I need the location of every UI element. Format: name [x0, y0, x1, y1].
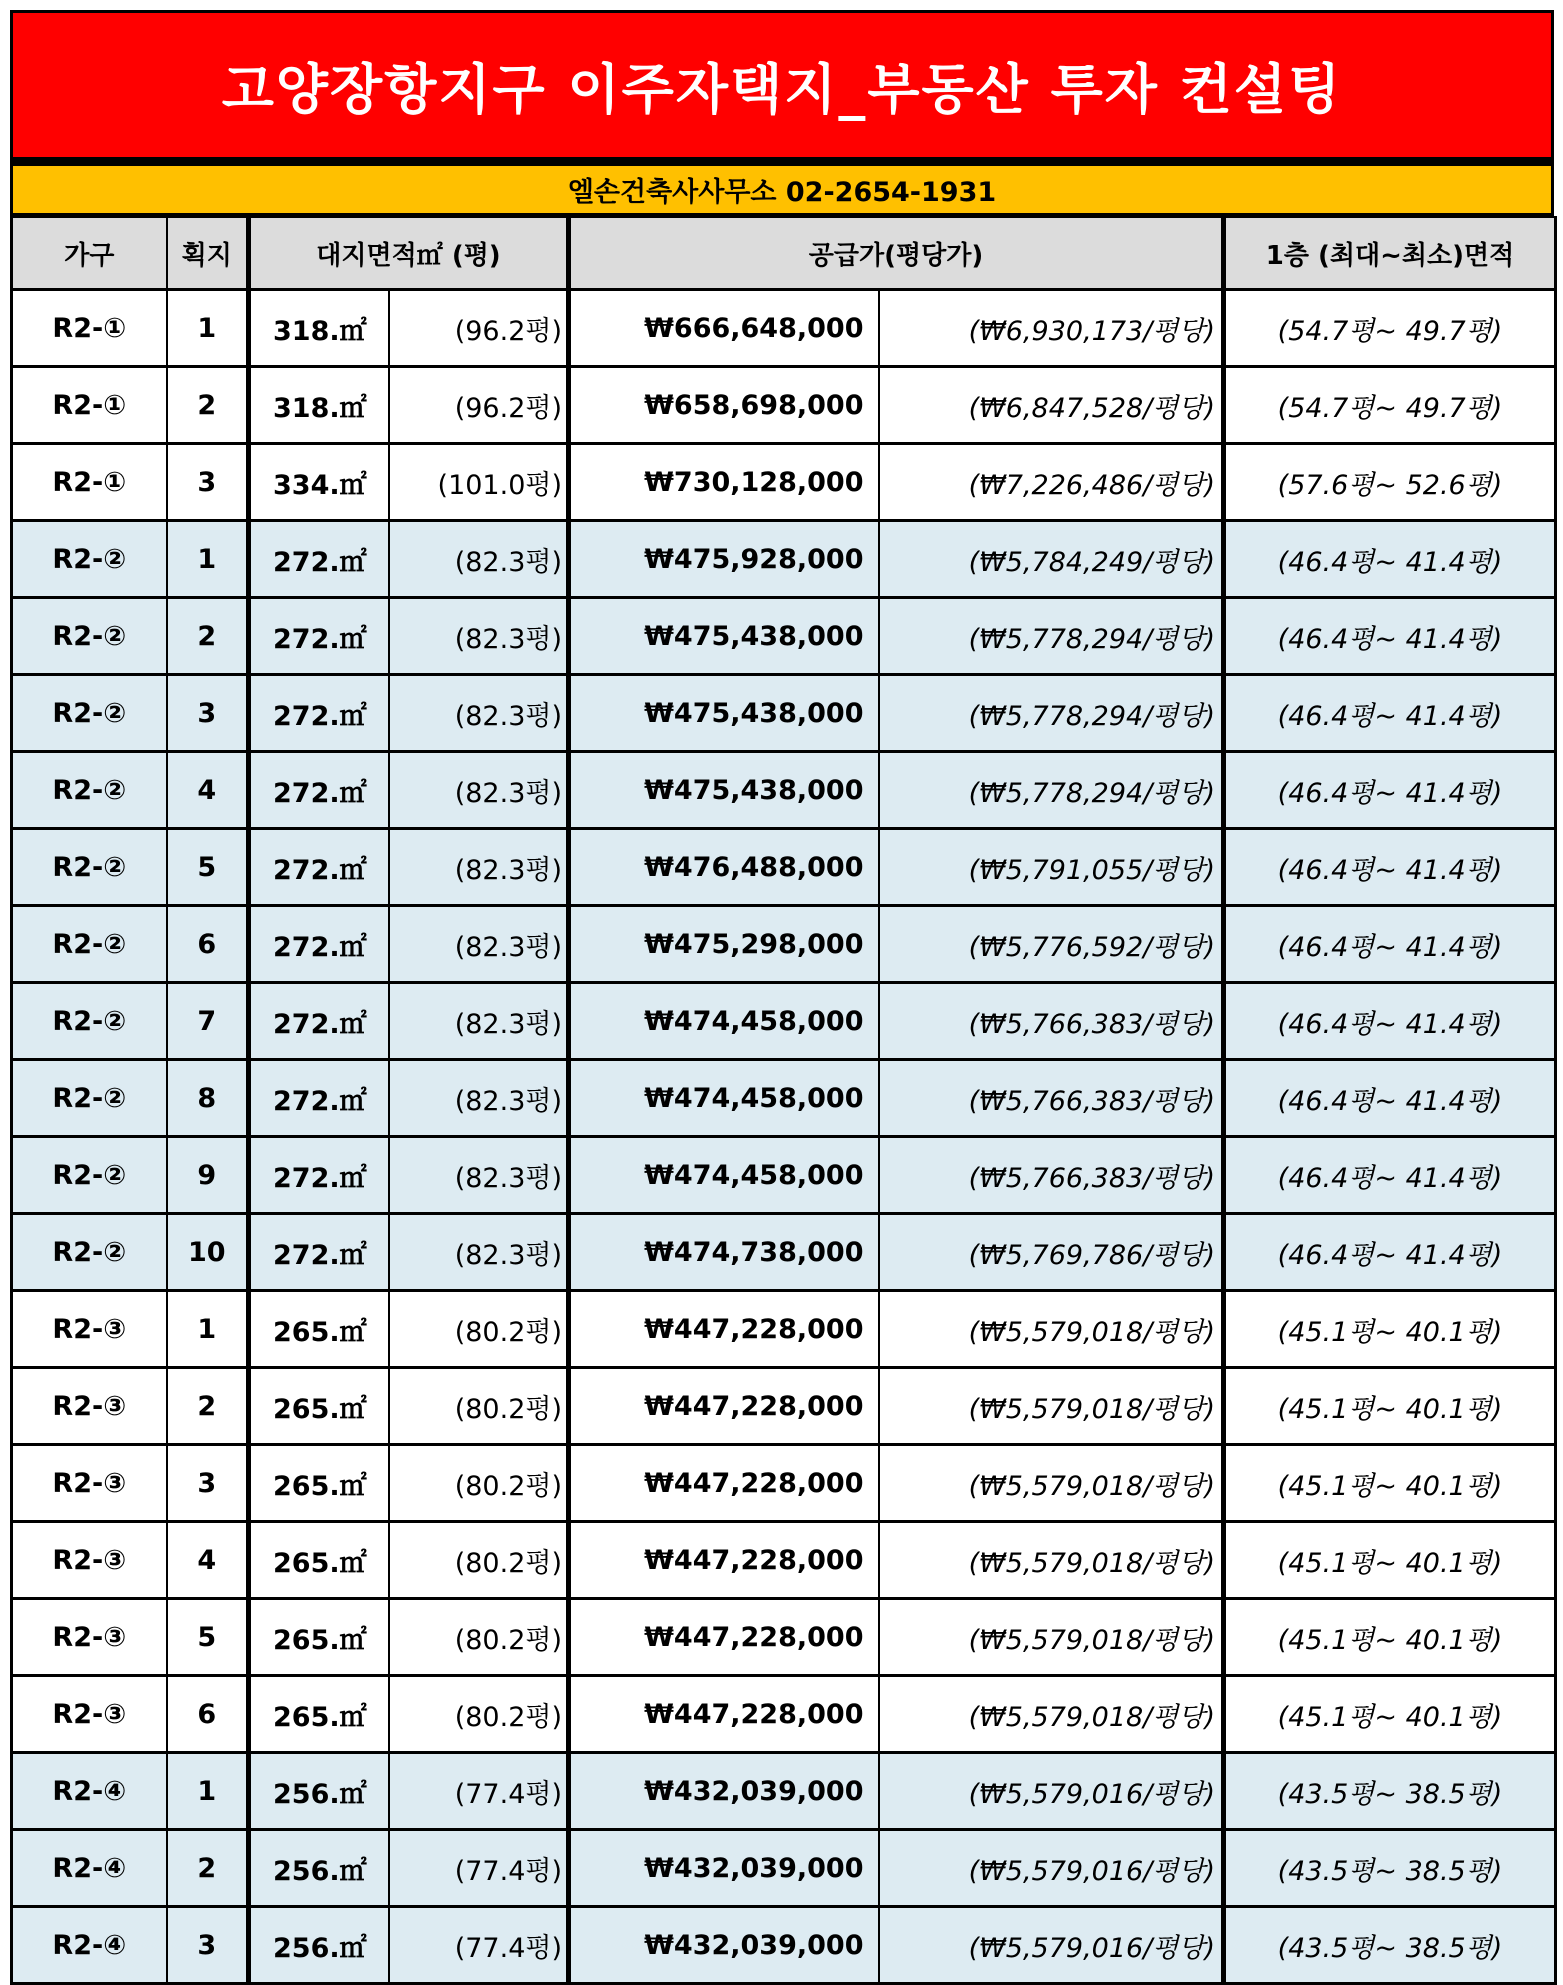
floor-area-cell: (46.4평~ 41.4평) [1224, 1137, 1556, 1214]
price-cell: ₩658,698,000 [569, 367, 879, 444]
floor-area-cell: (45.1평~ 40.1평) [1224, 1522, 1556, 1599]
unit-price-cell: (₩5,766,383/평당) [879, 983, 1224, 1060]
family-cell: R2-③ [12, 1599, 167, 1676]
lot-cell: 6 [167, 906, 249, 983]
price-cell: ₩475,438,000 [569, 675, 879, 752]
price-cell: ₩447,228,000 [569, 1522, 879, 1599]
area-cell: 272.㎡ [249, 1214, 389, 1291]
table-row [12, 444, 1556, 521]
unit-price-cell: (₩5,579,018/평당) [879, 1291, 1224, 1368]
area-cell: 256.㎡ [249, 1830, 389, 1907]
lot-cell: 3 [167, 675, 249, 752]
office-contact: 엘손건축사사무소 02-2654-1931 [567, 177, 997, 208]
floor-area-cell: (46.4평~ 41.4평) [1224, 1214, 1556, 1291]
floor-area-cell: (45.1평~ 40.1평) [1224, 1291, 1556, 1368]
lot-cell: 10 [167, 1214, 249, 1291]
price-cell: ₩475,298,000 [569, 906, 879, 983]
area-cell: 272.㎡ [249, 1137, 389, 1214]
table-body [12, 290, 1556, 1984]
floor-area-cell: (46.4평~ 41.4평) [1224, 521, 1556, 598]
pyeong-cell: (82.3평) [389, 675, 569, 752]
table-row [12, 1137, 1556, 1214]
lot-cell: 8 [167, 1060, 249, 1137]
lot-cell: 7 [167, 983, 249, 1060]
header-lot: 획지 [167, 217, 249, 290]
family-cell: R2-③ [12, 1522, 167, 1599]
lot-cell: 4 [167, 1522, 249, 1599]
price-cell: ₩447,228,000 [569, 1368, 879, 1445]
family-cell: R2-② [12, 1214, 167, 1291]
unit-price-cell: (₩5,778,294/평당) [879, 752, 1224, 829]
family-cell: R2-④ [12, 1753, 167, 1830]
table-row [12, 1060, 1556, 1137]
table-row [12, 1522, 1556, 1599]
pyeong-cell: (77.4평) [389, 1753, 569, 1830]
unit-price-cell: (₩5,579,016/평당) [879, 1830, 1224, 1907]
table-row [12, 983, 1556, 1060]
pyeong-cell: (80.2평) [389, 1445, 569, 1522]
table-row [12, 1368, 1556, 1445]
floor-area-cell: (43.5평~ 38.5평) [1224, 1907, 1556, 1984]
header-area: 대지면적㎡ (평) [249, 217, 569, 290]
pyeong-cell: (80.2평) [389, 1522, 569, 1599]
pyeong-cell: (82.3평) [389, 752, 569, 829]
pyeong-cell: (82.3평) [389, 829, 569, 906]
family-cell: R2-② [12, 598, 167, 675]
pyeong-cell: (96.2평) [389, 367, 569, 444]
price-cell: ₩474,458,000 [569, 1060, 879, 1137]
lot-cell: 2 [167, 598, 249, 675]
pyeong-cell: (82.3평) [389, 1060, 569, 1137]
table-row [12, 367, 1556, 444]
pyeong-cell: (80.2평) [389, 1676, 569, 1753]
family-cell: R2-③ [12, 1368, 167, 1445]
header-family: 가구 [12, 217, 167, 290]
unit-price-cell: (₩5,579,016/평당) [879, 1907, 1224, 1984]
area-cell: 272.㎡ [249, 598, 389, 675]
unit-price-cell: (₩5,766,383/평당) [879, 1137, 1224, 1214]
table-row [12, 1753, 1556, 1830]
price-cell: ₩432,039,000 [569, 1753, 879, 1830]
family-cell: R2-② [12, 675, 167, 752]
unit-price-cell: (₩5,579,018/평당) [879, 1676, 1224, 1753]
floor-area-cell: (54.7평~ 49.7평) [1224, 290, 1556, 367]
price-cell: ₩447,228,000 [569, 1676, 879, 1753]
floor-area-cell: (45.1평~ 40.1평) [1224, 1676, 1556, 1753]
area-cell: 265.㎡ [249, 1445, 389, 1522]
price-cell: ₩475,438,000 [569, 598, 879, 675]
pyeong-cell: (80.2평) [389, 1368, 569, 1445]
family-cell: R2-② [12, 752, 167, 829]
table-row [12, 598, 1556, 675]
unit-price-cell: (₩5,579,016/평당) [879, 1753, 1224, 1830]
lot-cell: 1 [167, 1753, 249, 1830]
pyeong-cell: (82.3평) [389, 983, 569, 1060]
lot-cell: 3 [167, 444, 249, 521]
area-cell: 272.㎡ [249, 521, 389, 598]
family-cell: R2-① [12, 367, 167, 444]
area-cell: 318.㎡ [249, 367, 389, 444]
family-cell: R2-③ [12, 1291, 167, 1368]
area-cell: 272.㎡ [249, 752, 389, 829]
table-row [12, 675, 1556, 752]
family-cell: R2-② [12, 983, 167, 1060]
floor-area-cell: (57.6평~ 52.6평) [1224, 444, 1556, 521]
floor-area-cell: (46.4평~ 41.4평) [1224, 598, 1556, 675]
table-row [12, 906, 1556, 983]
unit-price-cell: (₩6,930,173/평당) [879, 290, 1224, 367]
unit-price-cell: (₩5,769,786/평당) [879, 1214, 1224, 1291]
unit-price-cell: (₩7,226,486/평당) [879, 444, 1224, 521]
table-row [12, 1291, 1556, 1368]
lot-cell: 5 [167, 829, 249, 906]
area-cell: 265.㎡ [249, 1599, 389, 1676]
unit-price-cell: (₩5,766,383/평당) [879, 1060, 1224, 1137]
area-cell: 272.㎡ [249, 906, 389, 983]
title-banner [10, 10, 1554, 160]
price-cell: ₩730,128,000 [569, 444, 879, 521]
family-cell: R2-④ [12, 1907, 167, 1984]
table-row [12, 1830, 1556, 1907]
area-cell: 272.㎡ [249, 1060, 389, 1137]
floor-area-cell: (54.7평~ 49.7평) [1224, 367, 1556, 444]
subtitle-banner [10, 160, 1554, 216]
lot-cell: 2 [167, 1830, 249, 1907]
table-row [12, 1599, 1556, 1676]
area-cell: 256.㎡ [249, 1907, 389, 1984]
lot-cell: 3 [167, 1907, 249, 1984]
floor-area-cell: (46.4평~ 41.4평) [1224, 829, 1556, 906]
lot-cell: 1 [167, 290, 249, 367]
unit-price-cell: (₩5,579,018/평당) [879, 1368, 1224, 1445]
family-cell: R2-④ [12, 1830, 167, 1907]
area-cell: 318.㎡ [249, 290, 389, 367]
price-cell: ₩474,458,000 [569, 1137, 879, 1214]
floor-area-cell: (45.1평~ 40.1평) [1224, 1599, 1556, 1676]
area-cell: 272.㎡ [249, 675, 389, 752]
floor-area-cell: (46.4평~ 41.4평) [1224, 675, 1556, 752]
lot-cell: 2 [167, 1368, 249, 1445]
price-cell: ₩476,488,000 [569, 829, 879, 906]
unit-price-cell: (₩5,579,018/평당) [879, 1522, 1224, 1599]
area-cell: 272.㎡ [249, 829, 389, 906]
lot-cell: 1 [167, 1291, 249, 1368]
table-row [12, 1214, 1556, 1291]
family-cell: R2-② [12, 521, 167, 598]
area-cell: 272.㎡ [249, 983, 389, 1060]
family-cell: R2-② [12, 1137, 167, 1214]
pyeong-cell: (80.2평) [389, 1291, 569, 1368]
pyeong-cell: (80.2평) [389, 1599, 569, 1676]
area-cell: 334.㎡ [249, 444, 389, 521]
table-row [12, 290, 1556, 367]
price-sheet [10, 10, 1554, 1985]
price-cell: ₩447,228,000 [569, 1291, 879, 1368]
unit-price-cell: (₩5,579,018/평당) [879, 1445, 1224, 1522]
price-cell: ₩475,928,000 [569, 521, 879, 598]
price-cell: ₩447,228,000 [569, 1445, 879, 1522]
family-cell: R2-② [12, 1060, 167, 1137]
floor-area-cell: (45.1평~ 40.1평) [1224, 1445, 1556, 1522]
lot-cell: 4 [167, 752, 249, 829]
floor-area-cell: (43.5평~ 38.5평) [1224, 1753, 1556, 1830]
table-row [12, 1676, 1556, 1753]
lot-price-table [10, 216, 1557, 1985]
price-cell: ₩432,039,000 [569, 1830, 879, 1907]
unit-price-cell: (₩5,784,249/평당) [879, 521, 1224, 598]
lot-cell: 5 [167, 1599, 249, 1676]
table-row [12, 1445, 1556, 1522]
unit-price-cell: (₩5,791,055/평당) [879, 829, 1224, 906]
pyeong-cell: (77.4평) [389, 1830, 569, 1907]
table-row [12, 752, 1556, 829]
pyeong-cell: (82.3평) [389, 521, 569, 598]
area-cell: 265.㎡ [249, 1368, 389, 1445]
family-cell: R2-① [12, 290, 167, 367]
pyeong-cell: (101.0평) [389, 444, 569, 521]
family-cell: R2-② [12, 906, 167, 983]
lot-cell: 3 [167, 1445, 249, 1522]
area-cell: 265.㎡ [249, 1291, 389, 1368]
table-header [12, 217, 1556, 290]
pyeong-cell: (82.3평) [389, 1214, 569, 1291]
area-cell: 256.㎡ [249, 1753, 389, 1830]
floor-area-cell: (46.4평~ 41.4평) [1224, 906, 1556, 983]
table-row [12, 829, 1556, 906]
price-cell: ₩474,738,000 [569, 1214, 879, 1291]
family-cell: R2-③ [12, 1676, 167, 1753]
header-floor: 1층 (최대~최소)면적 [1224, 217, 1556, 290]
pyeong-cell: (82.3평) [389, 1137, 569, 1214]
floor-area-cell: (45.1평~ 40.1평) [1224, 1368, 1556, 1445]
floor-area-cell: (46.4평~ 41.4평) [1224, 983, 1556, 1060]
lot-cell: 1 [167, 521, 249, 598]
unit-price-cell: (₩6,847,528/평당) [879, 367, 1224, 444]
page-title: 고양장항지구 이주자택지_부동산 투자 컨설팅 [221, 57, 1343, 121]
area-cell: 265.㎡ [249, 1522, 389, 1599]
header-price: 공급가(평당가) [569, 217, 1224, 290]
family-cell: R2-① [12, 444, 167, 521]
pyeong-cell: (77.4평) [389, 1907, 569, 1984]
lot-cell: 9 [167, 1137, 249, 1214]
price-cell: ₩666,648,000 [569, 290, 879, 367]
lot-cell: 6 [167, 1676, 249, 1753]
family-cell: R2-② [12, 829, 167, 906]
table-row [12, 521, 1556, 598]
unit-price-cell: (₩5,778,294/평당) [879, 598, 1224, 675]
lot-cell: 2 [167, 367, 249, 444]
floor-area-cell: (43.5평~ 38.5평) [1224, 1830, 1556, 1907]
pyeong-cell: (96.2평) [389, 290, 569, 367]
floor-area-cell: (46.4평~ 41.4평) [1224, 1060, 1556, 1137]
pyeong-cell: (82.3평) [389, 906, 569, 983]
price-cell: ₩447,228,000 [569, 1599, 879, 1676]
unit-price-cell: (₩5,778,294/평당) [879, 675, 1224, 752]
unit-price-cell: (₩5,579,018/평당) [879, 1599, 1224, 1676]
floor-area-cell: (46.4평~ 41.4평) [1224, 752, 1556, 829]
price-cell: ₩474,458,000 [569, 983, 879, 1060]
price-cell: ₩432,039,000 [569, 1907, 879, 1984]
price-cell: ₩475,438,000 [569, 752, 879, 829]
unit-price-cell: (₩5,776,592/평당) [879, 906, 1224, 983]
family-cell: R2-③ [12, 1445, 167, 1522]
pyeong-cell: (82.3평) [389, 598, 569, 675]
area-cell: 265.㎡ [249, 1676, 389, 1753]
